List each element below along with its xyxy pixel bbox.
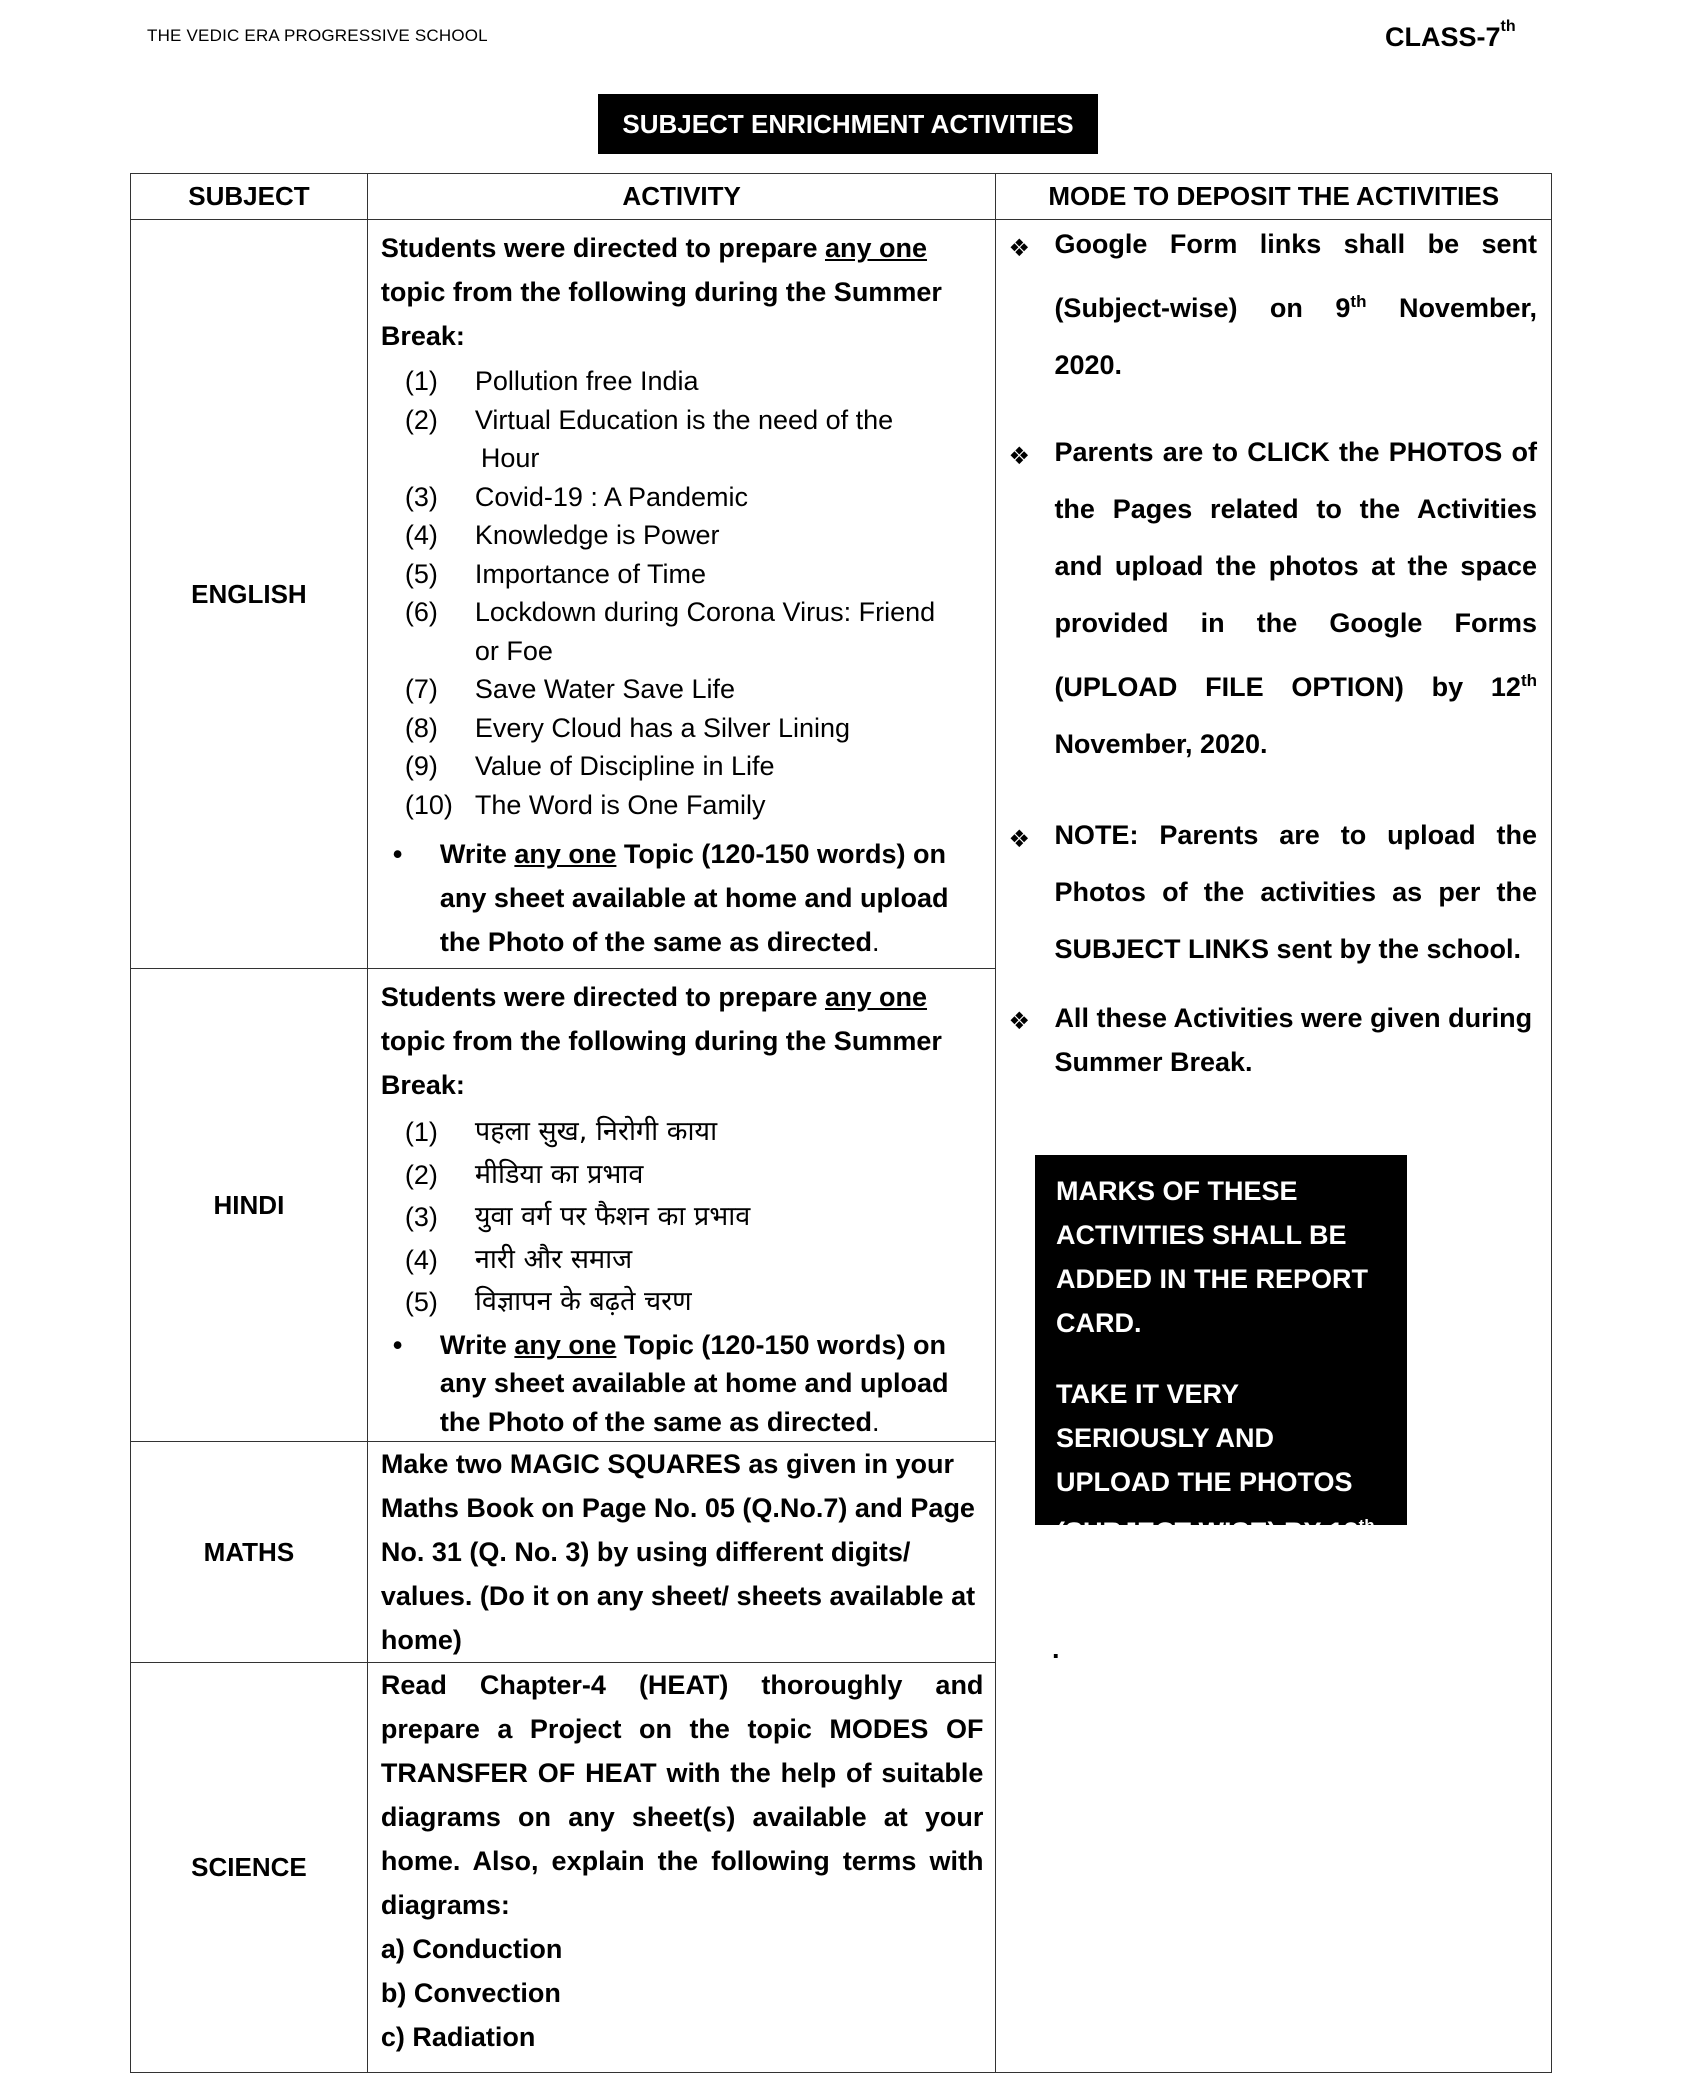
subject-hindi: HINDI: [131, 969, 368, 1442]
science-item: c) Radiation: [380, 2022, 536, 2052]
mode-column: [996, 220, 1552, 2073]
list-item: (8) Every Cloud has a Silver Lining: [404, 712, 851, 743]
notice-text-2: TAKE IT VERY SERIOUSLY AND UPLOAD THE PHOTOS (SUBJECT-WISE) BY 12th NOVEMBER, 2020.: [1056, 1379, 1375, 1591]
hindi-instruction: • Write any one Topic (120-150 words) on any sheet available at home and upload the Photo of the same as directed.: [381, 1326, 984, 1442]
english-instruction: • Write any one Topic (120-150 words) on any sheet available at home and upload the Photo of the same as directed.: [381, 832, 984, 964]
activity-english: [367, 220, 996, 969]
notice-text-1: MARKS OF THESE ACTIVITIES SHALL BE ADDED IN THE REPORT CARD.: [1056, 1176, 1369, 1338]
english-intro: Students were directed to prepare any one topic from the following during the Summer Break:: [380, 233, 942, 351]
stray-dot: .: [1052, 1634, 1060, 1664]
class-label: [1385, 18, 1516, 53]
bullet-icon: •: [392, 1329, 403, 1360]
list-item: (2) Virtual Education is the need of the Hour: [404, 404, 894, 473]
mode-item-3: ❖ NOTE: Parents are to upload the Photos of the activities as per the SUBJECT LINKS sent by the school.: [1008, 807, 1537, 978]
subject-english: ENGLISH: [131, 220, 368, 969]
mode-content: [996, 220, 1551, 1084]
science-item: a) Conduction: [380, 1934, 563, 1964]
activity-maths: Make two MAGIC SQUARES as given in your Maths Book on Page No. 05 (Q.No.7) and Page No. 31 (Q. No. 3) by using different digits/ values. (Do it on any sheet/ sheets available at home): [367, 1442, 996, 1663]
list-item: (4) नारी और समाज: [404, 1243, 633, 1275]
list-item: (3) Covid-19 : A Pandemic: [404, 481, 749, 512]
class-superscript: th: [1500, 18, 1516, 35]
mode-item-1: ❖ Google Form links shall be sent (Subject-wise) on 9th November, 2020.: [1008, 216, 1537, 394]
mode-item-2: ❖ Parents are to CLICK the PHOTOS of the Pages related to the Activities and upload the photos at the space provided in the Google Forms (UPLOAD FILE OPTION) by 12th November, 2020.: [1008, 424, 1537, 773]
list-item: (5) विज्ञापन के बढ़ते चरण: [404, 1286, 692, 1317]
row-english: [131, 220, 1552, 969]
header-subject: SUBJECT: [131, 174, 368, 220]
header-mode: MODE TO DEPOSIT THE ACTIVITIES: [996, 174, 1552, 220]
diamond-bullet-icon: ❖: [1008, 235, 1030, 262]
list-item: (5) Importance of Time: [404, 558, 706, 589]
activity-science: [367, 1663, 996, 2073]
list-item: (1) पहला सुख, निरोगी काया: [404, 1116, 718, 1147]
header-activity: ACTIVITY: [367, 174, 996, 220]
hindi-intro: Students were directed to prepare any one topic from the following during the Summer Break:: [380, 982, 942, 1100]
mode-item-4: ❖ All these Activities were given during Summer Break.: [1008, 996, 1537, 1084]
bullet-icon: •: [392, 839, 403, 869]
page-title: SUBJECT ENRICHMENT ACTIVITIES: [598, 94, 1098, 154]
list-item: (6) Lockdown during Corona Virus: Friend or Foe: [404, 597, 936, 666]
english-topic-list: [381, 362, 984, 824]
list-item: (4) Knowledge is Power: [404, 520, 720, 550]
notice-box: [1035, 1155, 1407, 1591]
science-text: Read Chapter-4 (HEAT) thoroughly and prepare a Project on the topic MODES OF TRANSFER OF HEAT with the help of suitable diagrams on any sheet(s) available at your home. Also, explain the following terms with diagrams:: [380, 1670, 984, 1920]
activity-hindi: [367, 969, 996, 1442]
class-base: CLASS-7: [1385, 22, 1501, 52]
diamond-bullet-icon: ❖: [1008, 1008, 1030, 1035]
list-item: (1) Pollution free India: [404, 366, 699, 396]
school-name: THE VEDIC ERA PROGRESSIVE SCHOOL: [147, 26, 488, 45]
list-item: (9) Value of Discipline in Life: [404, 751, 775, 781]
header-row: [131, 174, 1552, 220]
hindi-topic-list: [381, 1111, 984, 1324]
list-item: (10) The Word is One Family: [404, 789, 766, 820]
list-item: (2) मीडिया का प्रभाव: [404, 1158, 644, 1190]
list-item: (7) Save Water Save Life: [404, 674, 735, 704]
diamond-bullet-icon: ❖: [1008, 826, 1030, 853]
subject-science: SCIENCE: [131, 1663, 368, 2073]
list-item: (3) युवा वर्ग पर फैशन का प्रभाव: [404, 1201, 751, 1232]
activities-table: [130, 173, 1552, 2073]
science-item: b) Convection: [380, 1978, 561, 2008]
diamond-bullet-icon: ❖: [1008, 443, 1030, 470]
subject-maths: MATHS: [131, 1442, 368, 1663]
